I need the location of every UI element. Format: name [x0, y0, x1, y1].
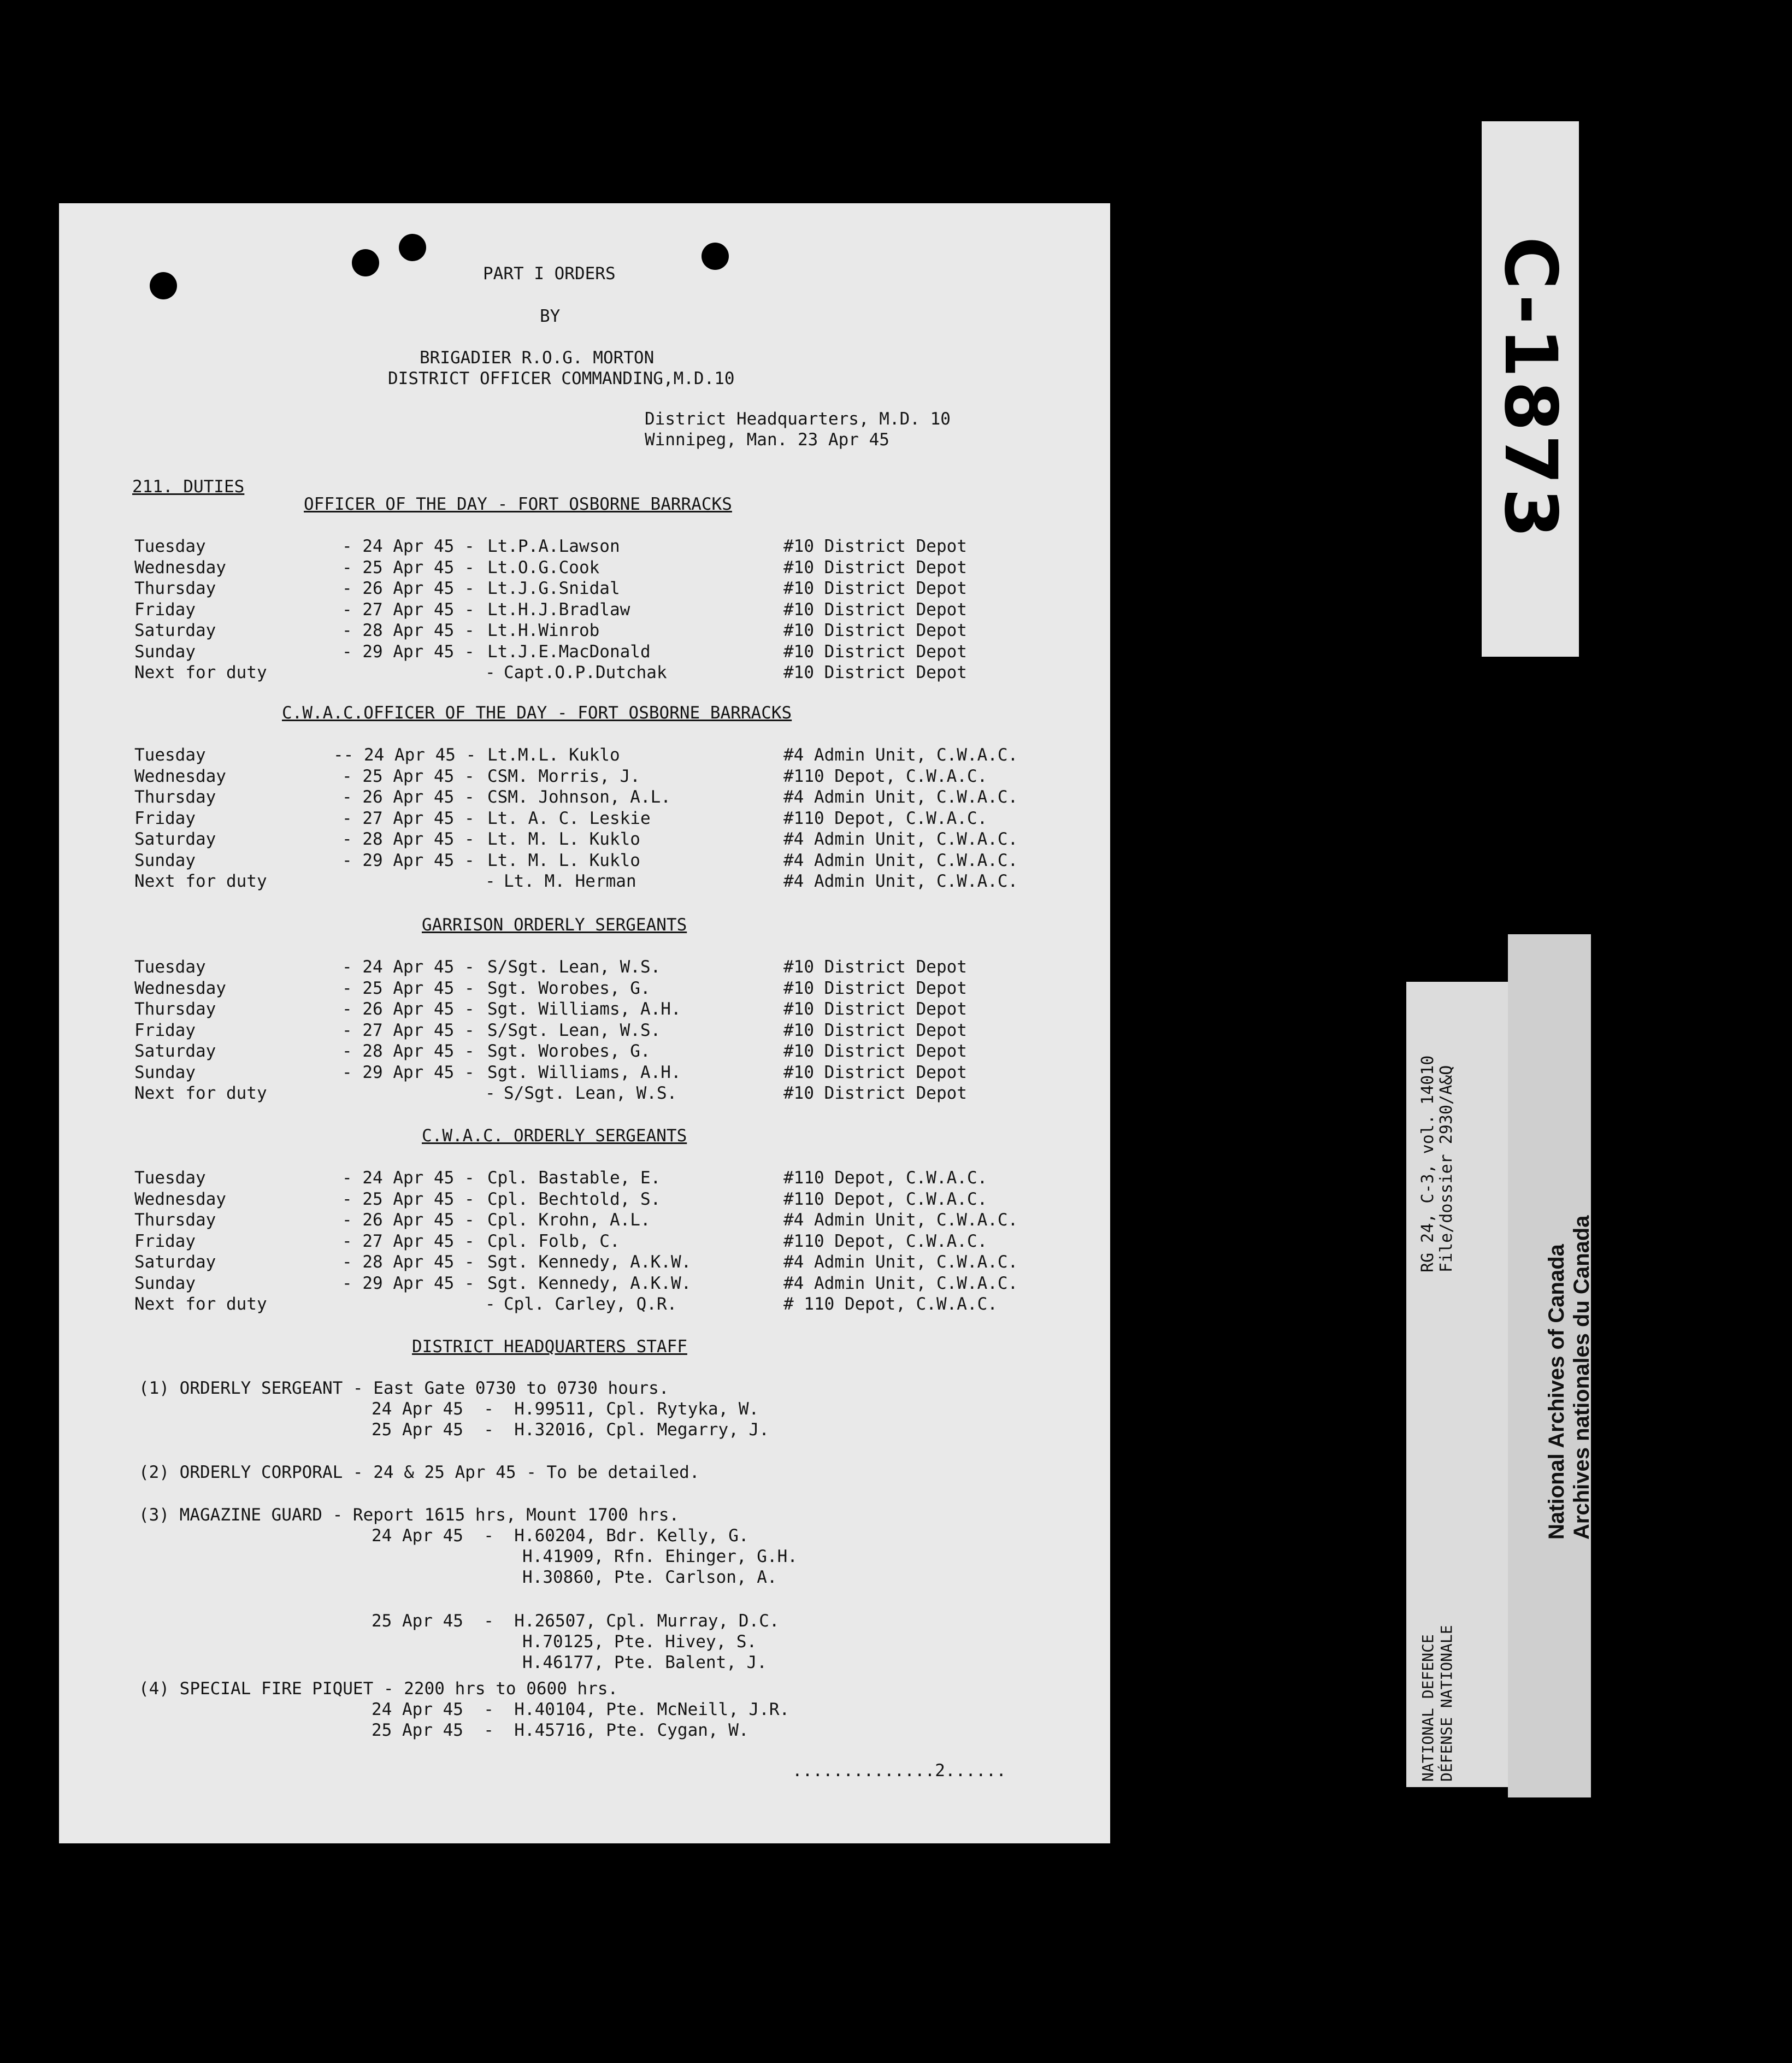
day-cell: Thursday [134, 787, 216, 807]
page-continuation: ..............2...... [792, 1761, 1006, 1781]
day-cell: Friday [134, 1231, 196, 1251]
unit-cell: #10 District Depot [783, 579, 967, 598]
day-cell: Sunday [134, 641, 196, 662]
name-cell: Lt. M. Herman [504, 871, 636, 891]
name-cell: Cpl. Bastable, E. [487, 1168, 661, 1188]
reference-line: File/dossier 2930/A&Q [1437, 1065, 1456, 1272]
date-cell: - 27 Apr 45 - [342, 808, 475, 828]
unit-cell: # 110 Depot, C.W.A.C. [783, 1294, 998, 1314]
unit-cell: #110 Depot, C.W.A.C. [783, 1231, 988, 1251]
location-date-line: Winnipeg, Man. 23 Apr 45 [645, 430, 889, 450]
commander-appointment: DISTRICT OFFICER COMMANDING,M.D.10 [388, 369, 735, 388]
day-cell: Saturday [134, 1252, 216, 1272]
file-number-label [1482, 121, 1579, 657]
date-cell: - 28 Apr 45 - [342, 1041, 475, 1061]
unit-cell: #10 District Depot [783, 599, 967, 620]
day-cell: Thursday [134, 999, 216, 1019]
name-cell: Lt.P.A.Lawson [487, 537, 620, 556]
unit-cell: #10 District Depot [783, 999, 967, 1019]
staff-line: (2) ORDERLY CORPORAL - 24 & 25 Apr 45 - To be detailed. [139, 1463, 700, 1482]
unit-cell: #10 District Depot [783, 663, 967, 682]
day-cell: Wednesday [134, 978, 226, 998]
date-cell: - 26 Apr 45 - [342, 1210, 475, 1230]
name-cell: S/Sgt. Lean, W.S. [504, 1083, 677, 1103]
unit-cell: #10 District Depot [783, 1041, 967, 1061]
name-cell: CSM. Johnson, A.L. [487, 787, 671, 807]
unit-cell: #10 District Depot [783, 957, 967, 977]
section-heading: DISTRICT HEADQUARTERS STAFF [412, 1337, 687, 1357]
name-cell: S/Sgt. Lean, W.S. [487, 1020, 661, 1040]
section-heading: GARRISON ORDERLY SERGEANTS [422, 915, 687, 935]
day-cell: Wednesday [134, 557, 226, 577]
name-cell: Sgt. Kennedy, A.K.W. [487, 1273, 692, 1293]
date-cell: - 29 Apr 45 - [342, 850, 475, 870]
date-cell: - 24 Apr 45 - [342, 1168, 475, 1188]
date-cell: - 25 Apr 45 - [342, 978, 475, 998]
day-cell: Friday [134, 808, 196, 828]
unit-cell: #4 Admin Unit, C.W.A.C. [783, 1273, 1018, 1293]
section-heading: C.W.A.C.OFFICER OF THE DAY - FORT OSBORNE BARRACKS [282, 703, 792, 723]
date-cell: - 26 Apr 45 - [342, 579, 475, 598]
date-cell: - 25 Apr 45 - [342, 766, 475, 786]
day-cell: Sunday [134, 1273, 196, 1293]
name-cell: Lt. A. C. Leskie [487, 808, 651, 828]
day-cell: Next for duty [134, 1083, 267, 1103]
day-cell: Tuesday [134, 745, 206, 765]
date-cell: - 29 Apr 45 - [342, 1062, 475, 1082]
day-cell: Next for duty [134, 663, 267, 682]
unit-cell: #10 District Depot [783, 978, 967, 998]
name-cell: Sgt. Williams, A.H. [487, 999, 681, 1019]
staff-line: 25 Apr 45 - H.32016, Cpl. Megarry, J. [372, 1420, 769, 1440]
unit-cell: #110 Depot, C.W.A.C. [783, 1189, 988, 1209]
day-cell: Next for duty [134, 1294, 267, 1314]
name-cell: Cpl. Bechtold, S. [487, 1189, 661, 1209]
unit-cell: #110 Depot, C.W.A.C. [783, 808, 988, 828]
date-cell: - 26 Apr 45 - [342, 787, 475, 807]
date-cell: - 24 Apr 45 - [342, 957, 475, 977]
unit-cell: #4 Admin Unit, C.W.A.C. [783, 787, 1018, 807]
name-cell: Lt.O.G.Cook [487, 557, 600, 577]
day-cell: Saturday [134, 829, 216, 849]
staff-line: H.46177, Pte. Balent, J. [522, 1653, 767, 1672]
unit-cell: #110 Depot, C.W.A.C. [783, 1168, 988, 1188]
punch-hole [399, 234, 426, 261]
name-cell: S/Sgt. Lean, W.S. [487, 957, 661, 977]
date-cell: - 29 Apr 45 - [342, 1273, 475, 1293]
name-cell: Lt.H.Winrob [487, 621, 600, 640]
file-number: C-1873 [1488, 236, 1572, 542]
name-cell: CSM. Morris, J. [487, 766, 640, 786]
staff-line: (1) ORDERLY SERGEANT - East Gate 0730 to 0730 hours. [139, 1378, 669, 1398]
date-cell: - [485, 1083, 496, 1103]
staff-line: 25 Apr 45 - H.26507, Cpl. Murray, D.C. [372, 1611, 780, 1631]
archives-line: National Archives of Canada [1545, 1244, 1569, 1540]
reference-line: RG 24, C-3, vol. 14010 [1418, 1055, 1437, 1272]
by-line: BY [540, 306, 561, 326]
name-cell: Cpl. Krohn, A.L. [487, 1210, 651, 1230]
date-cell: - 29 Apr 45 - [342, 641, 475, 662]
name-cell: Lt. M. L. Kuklo [487, 829, 640, 849]
date-cell: -- 24 Apr 45 - [333, 745, 476, 765]
unit-cell: #10 District Depot [783, 557, 967, 577]
date-cell: - 27 Apr 45 - [342, 1231, 475, 1251]
staff-line: (4) SPECIAL FIRE PIQUET - 2200 hrs to 0600 hrs. [139, 1679, 618, 1699]
archives-stamp-tag [1508, 934, 1594, 1797]
date-cell: - [485, 663, 496, 682]
day-cell: Next for duty [134, 871, 267, 891]
staff-line: H.41909, Rfn. Ehinger, G.H. [522, 1547, 798, 1566]
date-cell: - 25 Apr 45 - [342, 557, 475, 577]
staff-line: (3) MAGAZINE GUARD - Report 1615 hrs, Mount 1700 hrs. [139, 1505, 680, 1525]
staff-line: H.30860, Pte. Carlson, A. [522, 1567, 777, 1587]
day-cell: Tuesday [134, 537, 206, 556]
day-cell: Wednesday [134, 766, 226, 786]
section-heading: OFFICER OF THE DAY - FORT OSBORNE BARRACKS [304, 494, 732, 514]
date-cell: - 24 Apr 45 - [342, 537, 475, 556]
date-cell: - 28 Apr 45 - [342, 1252, 475, 1272]
punch-hole [702, 243, 729, 270]
department-line: NATIONAL DEFENCE [1419, 1634, 1437, 1782]
archives-line: Archives nationales du Canada [1570, 1215, 1594, 1540]
punch-hole [150, 272, 177, 299]
unit-cell: #10 District Depot [783, 621, 967, 640]
staff-line: 24 Apr 45 - H.40104, Pte. McNeill, J.R. [372, 1700, 790, 1719]
section-heading: C.W.A.C. ORDERLY SERGEANTS [422, 1126, 687, 1146]
date-cell: - 28 Apr 45 - [342, 829, 475, 849]
unit-cell: #10 District Depot [783, 1020, 967, 1040]
day-cell: Tuesday [134, 1168, 206, 1188]
day-cell: Thursday [134, 579, 216, 598]
day-cell: Sunday [134, 1062, 196, 1082]
day-cell: Tuesday [134, 957, 206, 977]
name-cell: Lt. M. L. Kuklo [487, 850, 640, 870]
date-cell: - [485, 871, 496, 891]
name-cell: Lt.M.L. Kuklo [487, 745, 620, 765]
name-cell: Cpl. Folb, C. [487, 1231, 620, 1251]
day-cell: Friday [134, 599, 196, 620]
unit-cell: #4 Admin Unit, C.W.A.C. [783, 829, 1018, 849]
staff-line: 24 Apr 45 - H.60204, Bdr. Kelly, G. [372, 1526, 749, 1546]
day-cell: Saturday [134, 621, 216, 640]
name-cell: Sgt. Worobes, G. [487, 1041, 651, 1061]
date-cell: - 27 Apr 45 - [342, 1020, 475, 1040]
unit-cell: #110 Depot, C.W.A.C. [783, 766, 988, 786]
punch-hole [352, 249, 379, 276]
date-cell: - 28 Apr 45 - [342, 621, 475, 640]
date-cell: - 26 Apr 45 - [342, 999, 475, 1019]
staff-line: H.70125, Pte. Hivey, S. [522, 1632, 757, 1652]
unit-cell: #4 Admin Unit, C.W.A.C. [783, 1252, 1018, 1272]
unit-cell: #10 District Depot [783, 1062, 967, 1082]
department-line: DÉFENSE NATIONALE [1437, 1625, 1455, 1782]
date-cell: - [485, 1294, 496, 1314]
unit-cell: #10 District Depot [783, 641, 967, 662]
name-cell: Capt.O.P.Dutchak [504, 663, 667, 682]
unit-cell: #4 Admin Unit, C.W.A.C. [783, 745, 1018, 765]
unit-cell: #10 District Depot [783, 537, 967, 556]
unit-cell: #4 Admin Unit, C.W.A.C. [783, 1210, 1018, 1230]
archive-reference-tag [1406, 982, 1508, 1787]
name-cell: Sgt. Kennedy, A.K.W. [487, 1252, 692, 1272]
date-cell: - 25 Apr 45 - [342, 1189, 475, 1209]
order-sheet [59, 203, 1110, 1843]
order-title: PART I ORDERS [483, 264, 616, 284]
day-cell: Thursday [134, 1210, 216, 1230]
section-number: 211. DUTIES [132, 477, 245, 497]
name-cell: Sgt. Williams, A.H. [487, 1062, 681, 1082]
unit-cell: #4 Admin Unit, C.W.A.C. [783, 871, 1018, 891]
day-cell: Wednesday [134, 1189, 226, 1209]
location-line: District Headquarters, M.D. 10 [645, 409, 951, 429]
name-cell: Lt.J.E.MacDonald [487, 641, 651, 662]
day-cell: Saturday [134, 1041, 216, 1061]
name-cell: Sgt. Worobes, G. [487, 978, 651, 998]
unit-cell: #10 District Depot [783, 1083, 967, 1103]
name-cell: Lt.J.G.Snidal [487, 579, 620, 598]
name-cell: Cpl. Carley, Q.R. [504, 1294, 677, 1314]
staff-line: 25 Apr 45 - H.45716, Pte. Cygan, W. [372, 1720, 749, 1740]
name-cell: Lt.H.J.Bradlaw [487, 599, 630, 620]
day-cell: Friday [134, 1020, 196, 1040]
unit-cell: #4 Admin Unit, C.W.A.C. [783, 850, 1018, 870]
date-cell: - 27 Apr 45 - [342, 599, 475, 620]
staff-line: 24 Apr 45 - H.99511, Cpl. Rytyka, W. [372, 1399, 759, 1419]
day-cell: Sunday [134, 850, 196, 870]
commander-name: BRIGADIER R.O.G. MORTON [420, 348, 655, 368]
